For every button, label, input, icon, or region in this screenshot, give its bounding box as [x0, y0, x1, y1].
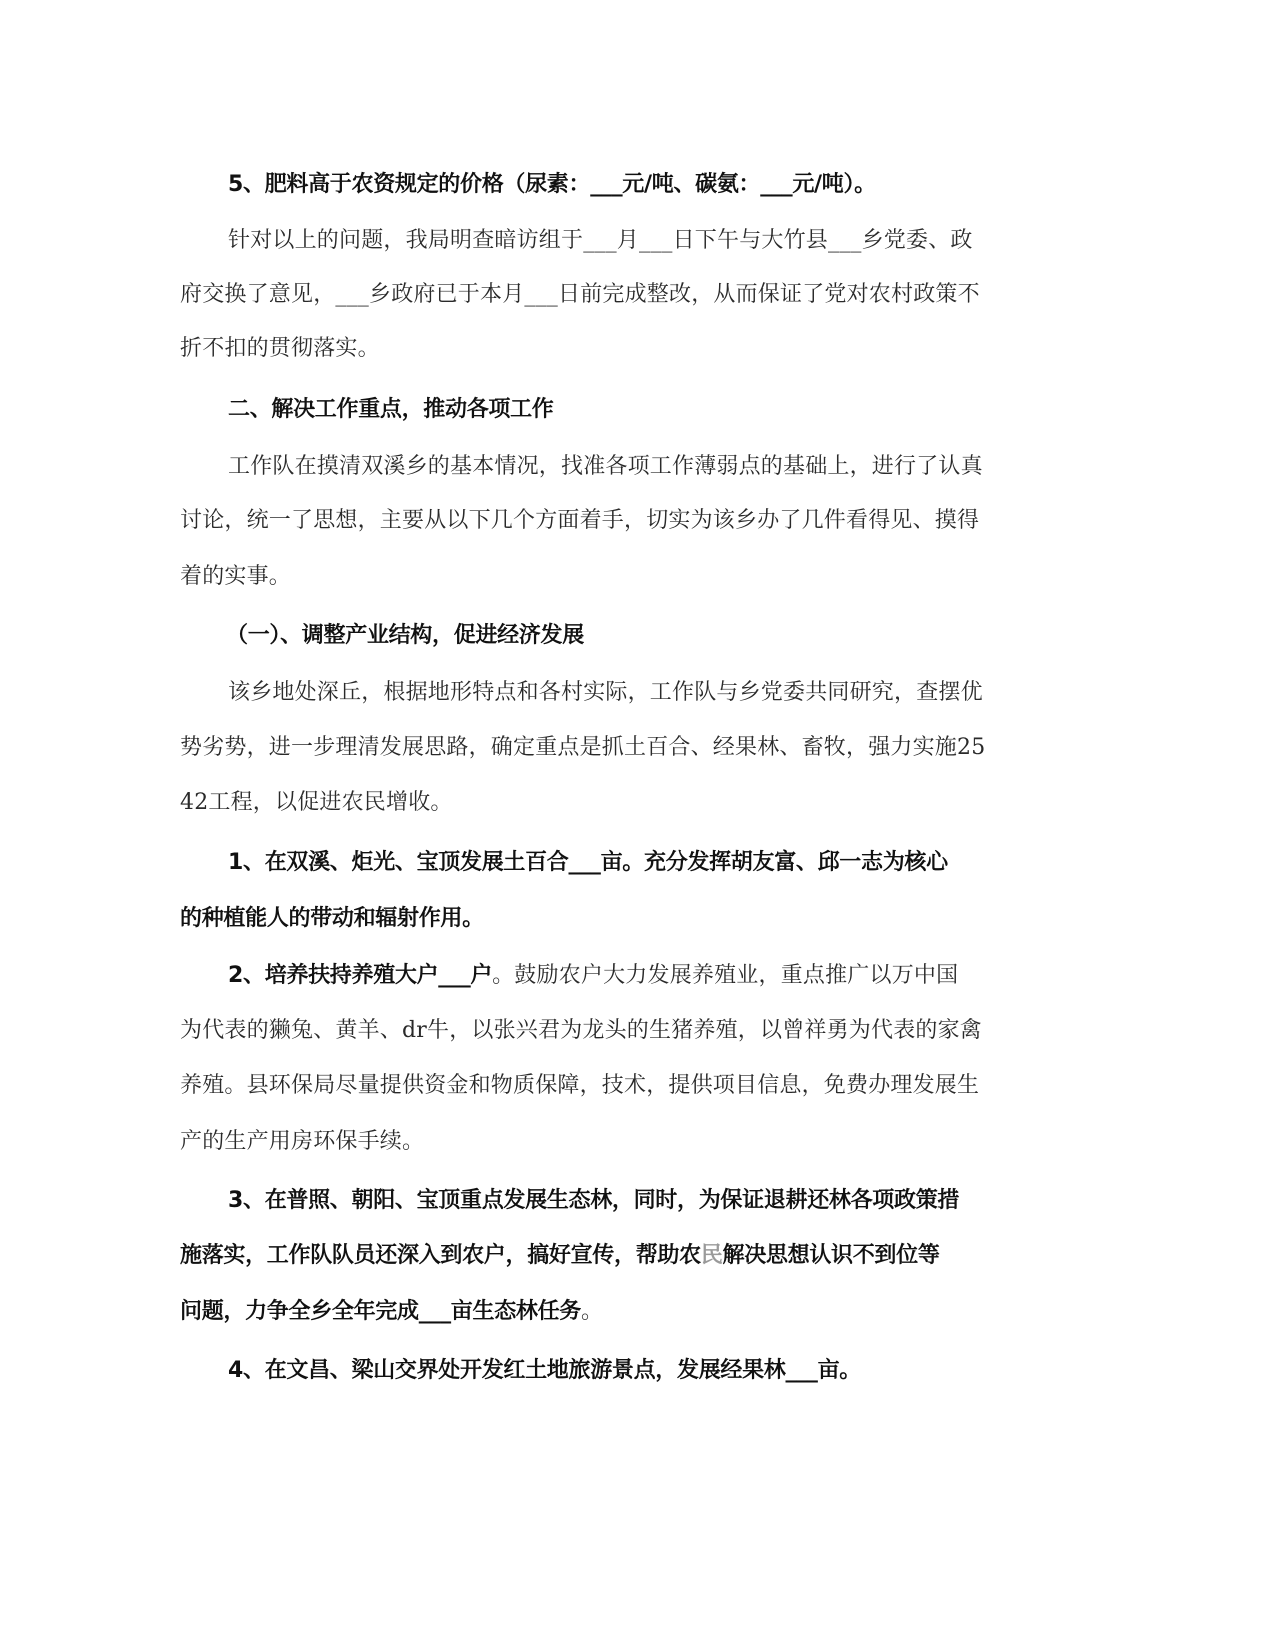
- item-2-line-4: 产的生产用房环保手续。: [180, 1129, 425, 1154]
- item-3-line-2-before: 施落实，工作队队员还深入到农户，搞好宣传，帮助农: [180, 1243, 701, 1268]
- item-2-first-line-rest: 。鼓励农户大力发展养殖业，重点推广以万中国: [492, 963, 959, 988]
- paragraph-team-line-1: 工作队在摸清双溪乡的基本情况，找准各项工作薄弱点的基础上，进行了认真: [228, 454, 983, 479]
- item-3-line-2-grey-char: 民: [700, 1243, 723, 1268]
- section-2-heading: 二、解决工作重点，推动各项工作: [228, 397, 554, 422]
- paragraph-team-line-3: 着的实事。: [180, 564, 292, 589]
- paragraph-team-line-2: 讨论，统一了思想，主要从以下几个方面着手，切实为该乡办了几件看得见、摸得: [180, 508, 980, 533]
- item-2-line-2: 为代表的獭兔、黄羊、dr牛，以张兴君为龙头的生猪养殖，以曾祥勇为代表的家禽: [180, 1018, 983, 1043]
- subsection-1-heading: （一）、调整产业结构，促进经济发展: [226, 623, 584, 648]
- item-3-line-3-text: 问题，力争全乡全年完成___亩生态林任务: [180, 1299, 582, 1324]
- paragraph-terrain-line-3: 42工程，以促进农民增收。: [180, 790, 453, 815]
- paragraph-terrain-line-2: 势劣势，进一步理清发展思路，确定重点是抓土百合、经果林、畜牧，强力实施25: [180, 735, 986, 760]
- item-2-line-1: [228, 961, 1050, 991]
- item-3-line-2-after: 解决思想认识不到位等: [722, 1243, 940, 1268]
- item-1-line-2: 的种植能人的带动和辐射作用。: [180, 906, 484, 931]
- item-3-line-1: 3、在普照、朝阳、宝顶重点发展生态林，同时，为保证退耕还林各项政策措: [228, 1188, 960, 1213]
- item-4: 4、在文昌、梁山交界处开发红土地旅游景点，发展经果林___亩。: [228, 1358, 862, 1383]
- paragraph-response-line-3: 折不扣的贯彻落实。: [180, 336, 380, 361]
- item-3-line-3-end: 。: [581, 1299, 603, 1324]
- paragraph-response-line-1: 针对以上的问题，我局明查暗访组于___月___日下午与大竹县___乡党委、政: [228, 228, 973, 253]
- item-5-fertilizer-price: 5、肥料高于农资规定的价格（尿素：___元/吨、碳氨：___元/吨）。: [228, 172, 876, 197]
- item-3-line-2: [180, 1241, 1050, 1271]
- paragraph-response-line-2: 府交换了意见，___乡政府已于本月___日前完成整改，从而保证了党对农村政策不: [180, 282, 980, 307]
- item-2-line-3: 养殖。县环保局尽量提供资金和物质保障，技术，提供项目信息，免费办理发展生: [180, 1073, 980, 1098]
- item-3-line-3: [180, 1297, 1050, 1327]
- paragraph-terrain-line-1: 该乡地处深丘，根据地形特点和各村实际，工作队与乡党委共同研究，查摆优: [228, 680, 983, 705]
- item-2-bold-lead: 2、培养扶持养殖大户___户: [228, 963, 493, 988]
- item-1-line-1: 1、在双溪、炬光、宝顶发展土百合___亩。充分发挥胡友富、邱一志为核心: [228, 850, 948, 875]
